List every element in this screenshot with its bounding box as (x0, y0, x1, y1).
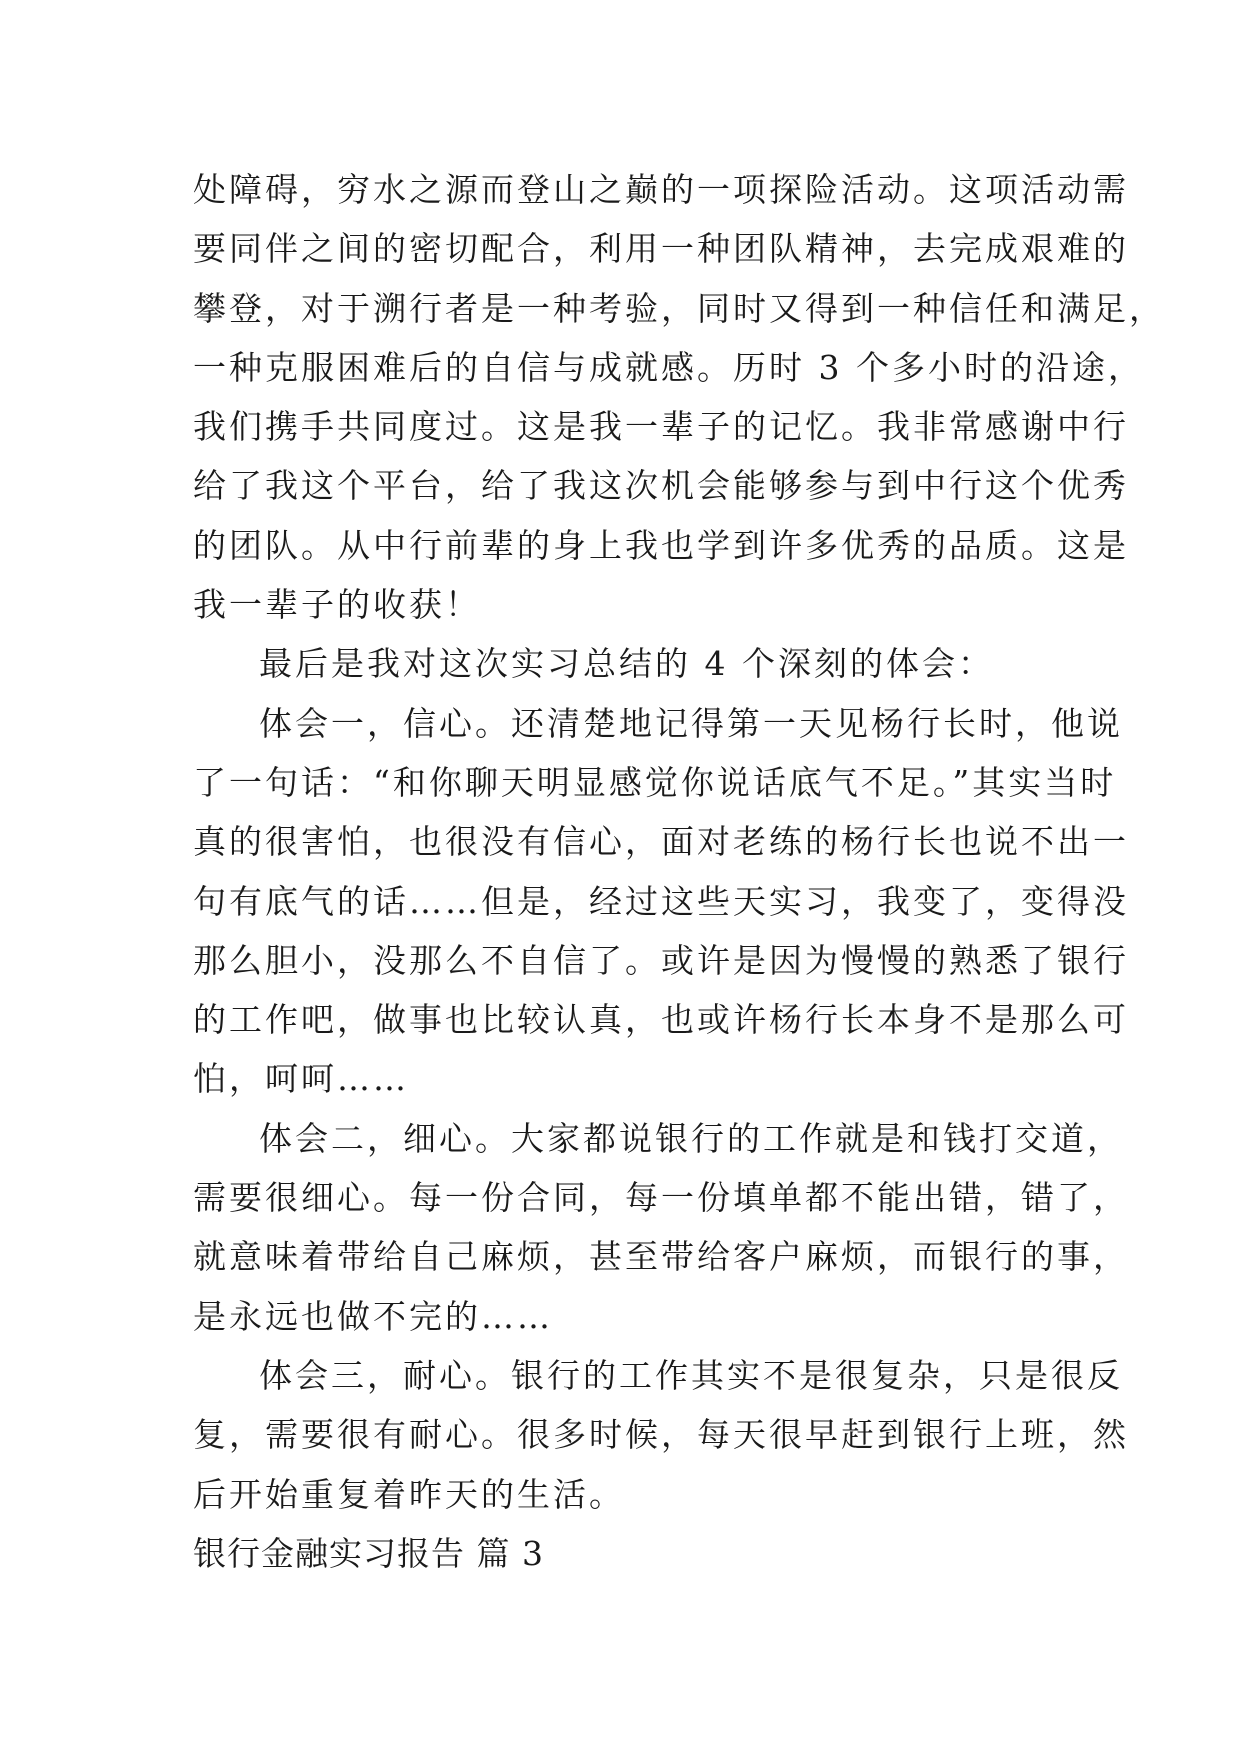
paragraph-insight-three: 体会三，耐心。银行的工作其实不是很复杂，只是很反 (259, 1355, 1123, 1395)
text-line: 是永远也做不完的…… (193, 1296, 553, 1336)
text-line: 给了我这个平台，给了我这次机会能够参与到中行这个优秀 (193, 466, 1129, 506)
text-line: 的团队。从中行前辈的身上我也学到许多优秀的品质。这是 (193, 525, 1129, 565)
text-line: 处障碍，穷水之源而登山之巅的一项探险活动。这项活动需 (193, 170, 1129, 209)
text-line: 攀登，对于溯行者是一种考验，同时又得到一种信任和满足， (193, 288, 1165, 328)
text-line: 要同伴之间的密切配合，利用一种团队精神，去完成艰难的 (193, 229, 1129, 269)
section-heading: 银行金融实习报告 篇 3 (193, 1533, 544, 1573)
text-line: 那么胆小，没那么不自信了。或许是因为慢慢的熟悉了银行 (193, 940, 1129, 980)
text-line: 我一辈子的收获！ (193, 585, 481, 625)
text-line: 就意味着带给自己麻烦，甚至带给客户麻烦，而银行的事， (193, 1237, 1129, 1277)
text-line: 需要很细心。每一份合同，每一份填单都不能出错，错了， (193, 1178, 1129, 1218)
document-body (193, 160, 1165, 1583)
paragraph-insight-two: 体会二，细心。大家都说银行的工作就是和钱打交道， (259, 1118, 1123, 1158)
text-line: 真的很害怕，也很没有信心，面对老练的杨行长也说不出一 (193, 822, 1129, 862)
text-line: 句有底气的话……但是，经过这些天实习，我变了，变得没 (193, 881, 1129, 921)
text-line: 怕，呵呵…… (193, 1059, 409, 1099)
paragraph-insight-one: 体会一，信心。还清楚地记得第一天见杨行长时，他说 (259, 703, 1123, 743)
text-line: 我们携手共同度过。这是我一辈子的记忆。我非常感谢中行 (193, 407, 1129, 447)
text-line: 了一句话：“和你聊天明显感觉你说话底气不足。”其实当时 (193, 762, 1117, 802)
text-line: 后开始重复着昨天的生活。 (193, 1474, 625, 1514)
text-line: 的工作吧，做事也比较认真，也或许杨行长本身不是那么可 (193, 1000, 1129, 1040)
text-line: 一种克服困难后的自信与成就感。历时 3 个多小时的沿途， (193, 347, 1144, 387)
paragraph-intro: 最后是我对这次实习总结的 4 个深刻的体会： (259, 644, 994, 684)
text-line: 复，需要很有耐心。很多时候，每天很早赶到银行上班，然 (193, 1415, 1129, 1455)
